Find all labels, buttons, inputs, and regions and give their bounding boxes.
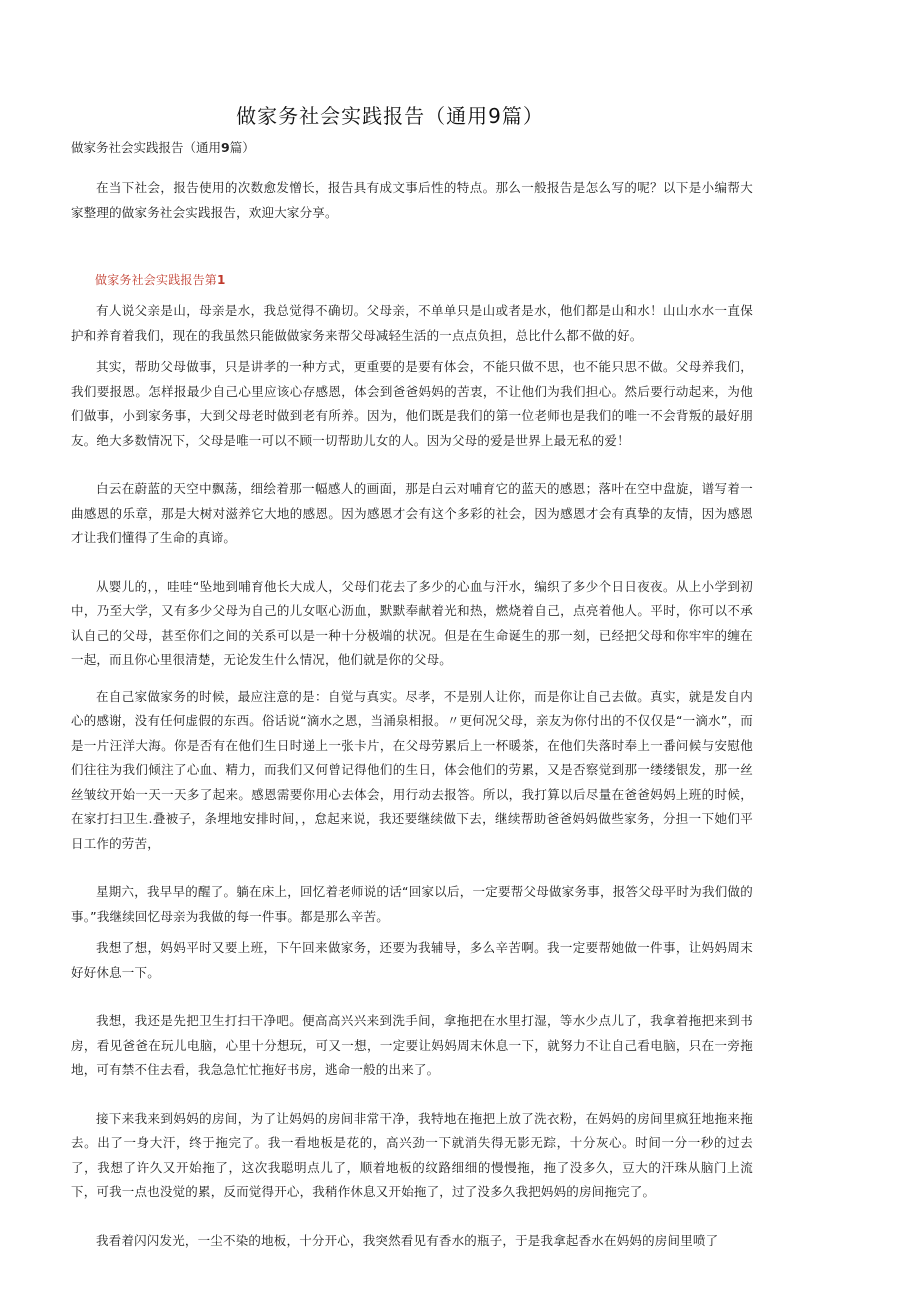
intro-paragraph: 在当下社会，报告使用的次数愈发憎长，报告具有成文事后性的特点。那么一般报告是怎么写的呢？以下是小编帮大家整理的做家务社会实践报告，欢迎大家分享。 (71, 180, 753, 220)
subtitle-suffix: 篇） (229, 140, 255, 155)
paragraph-1: 有人说父亲是山，母亲是水，我总觉得不确切。父母亲，不单单只是山或者是水，他们都是山和水！山山水水一直保护和养育着我们，现在的我虽然只能做做家务来帮父母减轻生活的一点点负担，总比什么都不做的好。 (71, 303, 753, 343)
paragraph-2: 其实，帮助父母做事，只是讲孝的一种方式，更重要的是要有体会，不能只做不思，也不能只思不做。父母养我们，我们要报恩。怎样报最少自己心里应该心存感恩，体会到爸爸妈妈的苦衷，不让他们为我们担心。然后要行动起来，为他们做事，小到家务事，大到父母老时做到老有所养。因为，他们既是我们的第一位老师也是我们的唯一不会背叛的最好朋友。绝大多数情况下，父母是唯一可以不顾一切帮助儿女的人。因为父母的爱是世界上最无私的爱！ (71, 359, 753, 448)
paragraph-8: 我想，我还是先把卫生打扫干净吧。便高高兴兴来到洗手间，拿拖把在水里打湿，等水少点儿了，我拿着拖把来到书房，看见爸爸在玩儿电脑，心里十分想玩，可又一想，一定要让妈妈周末休息一下，就努力不让自己看电脑，只在一旁拖地，可有禁不住去看，我急急忙忙拖好书房，逃命一般的出来了。 (71, 1013, 753, 1077)
section-heading (71, 268, 753, 292)
paragraph-5: 在自己家做家务的时候，最应注意的是：自觉与真实。尽孝，不是别人让你，而是你让自己去做。真实，就是发自内心的感谢，没有任何虚假的东西。俗话说“滴水之恩，当涌泉相报。〃更何况父母，亲友为你付出的不仅仅是“一滴水”，而是一片汪洋大海。你是否有在他们生日时递上一张卡片，在父母劳累后上一杯暖茶，在他们失落时奉上一番问候与安慰他们往往为我们倾注了心血、精力，而我们又何曾记得他们的生日，体会他们的劳累，又是否察觉到那一缕缕银发，那一丝丝皱纹开始一天一天多了起来。感恩需要你用心去体会，用行动去报答。所以，我打算以后尽量在爸爸妈妈上班的时候，在家打扫卫生.叠被子，条埋地安排时间，，怠起来说，我还要继续做下去，继续帮助爸爸妈妈做些家务，分担一下她们平日工作的劳苦， (71, 688, 753, 851)
paragraph-9: 接下来我来到妈妈的房间，为了让妈妈的房间非常干净，我特地在拖把上放了洗衣粉，在妈妈的房间里疯狂地拖来拖去。出了一身大汗，终于拖完了。我一看地板是花的，高兴劲一下就消失得无影无踪，十分灰心。时间一分一秒的过去了，我想了许久又开始拖了，这次我聪明点儿了，顺着地板的纹路细细的慢慢拖，拖了没多久，豆大的汗珠从脑门上流下，可我一点也没觉的累，反而觉得开心，我稍作休息又开始拖了，过了没多久我把妈妈的房间拖完了。 (71, 1110, 753, 1199)
subtitle-prefix: 做家务社会实践报告（通用 (71, 140, 222, 155)
document-subtitle (71, 138, 255, 156)
section-heading-prefix: 做家务社会实践报告第 (95, 273, 218, 287)
document-title: 做家务社会实践报告（通用9篇） (236, 104, 544, 128)
subtitle-number: 9 (221, 140, 230, 155)
paragraph-4: 从婴儿的，，哇哇“坠地到哺育他长大成人，父母们花去了多少的心血与汗水，编织了多少个日日夜夜。从上小学到初中，乃至大学，又有多少父母为自己的儿女呕心沥血，默默奉献着光和热，燃烧着自己，点亮着他人。平时，你可以不承认自己的父母，甚至你们之间的关系可以是一种十分极端的状况。但是在生命诞生的那一刻，已经把父母和你牢牢的缠在一起，而且你心里很清楚，无论发生什么情况，他们就是你的父母。 (71, 578, 753, 667)
paragraph-10: 我看着闪闪发光，一尘不染的地板，十分开心，我突然看见有香水的瓶子，于是我拿起香水在妈妈的房间里喷了 (96, 1232, 719, 1248)
paragraph-7: 我想了想，妈妈平时又要上班，下午回来做家务，还要为我辅导，多么辛苦啊。我一定要帮她做一件事，让妈妈周末好好休息一下。 (71, 940, 753, 980)
document-body (71, 176, 753, 1253)
paragraph-3: 白云在蔚蓝的天空中飘荡，细绘着那一幅感人的画面，那是白云对哺育它的蓝天的感恩；落叶在空中盘旋，谱写着一曲感恩的乐章，那是大树对滋养它大地的感恩。因为感恩才会有这个多彩的社会，因为感恩才会有真挚的友情，因为感恩才让我们懂得了生命的真谛。 (71, 481, 753, 545)
section-heading-number: 1 (217, 273, 226, 287)
paragraph-6: 星期六，我早早的醒了。躺在床上，回忆着老师说的话“回家以后，一定要帮父母做家务事，报答父母平时为我们做的事。”我继续回忆母亲为我做的每一件事。都是那么辛苦。 (71, 884, 753, 924)
